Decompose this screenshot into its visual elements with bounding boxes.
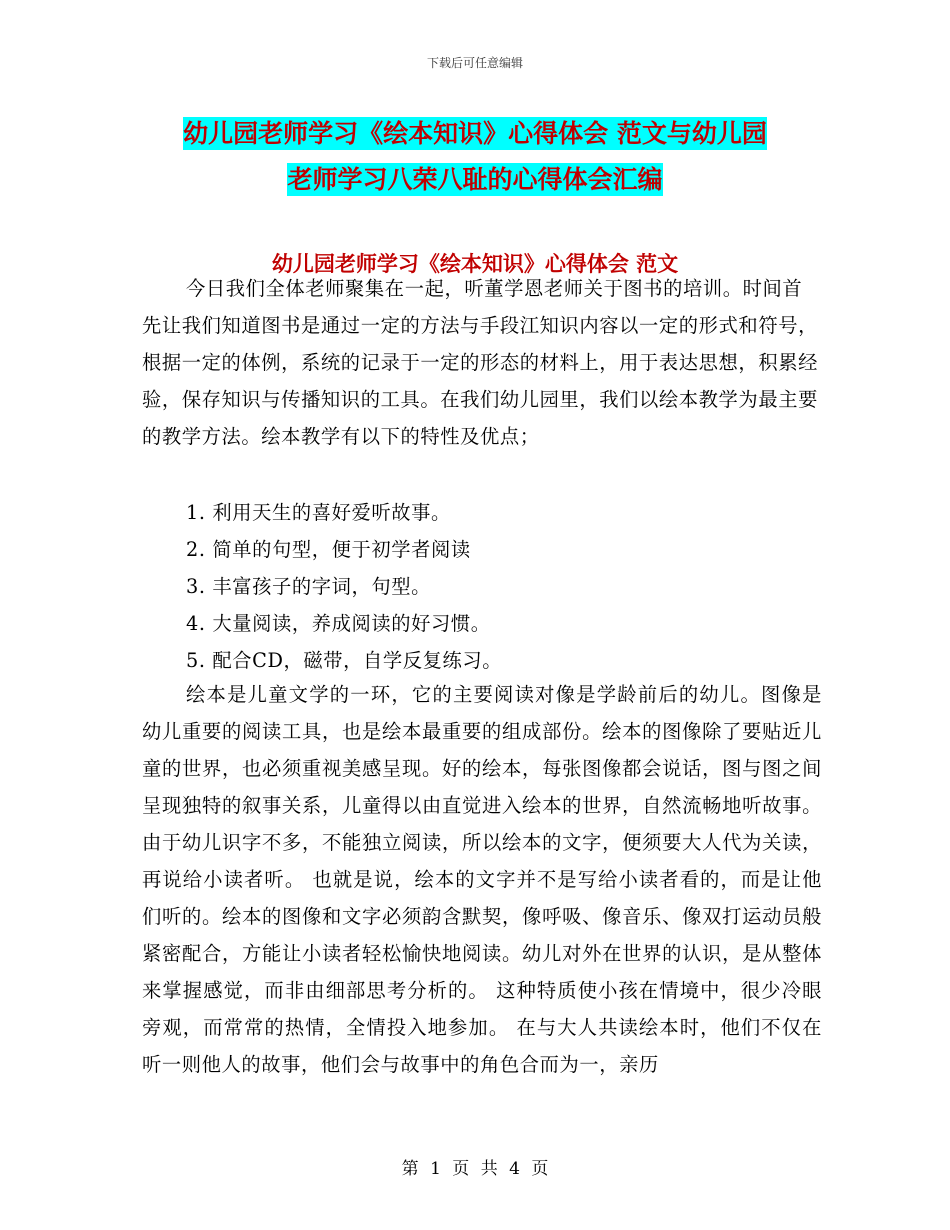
title-highlight-1: 幼儿园老师学习《绘本知识》心得体会 范文与幼儿园: [183, 119, 767, 148]
paragraph-intro: 今日我们全体老师聚集在一起，听董学恩老师关于图书的培训。时间首先让我们知道图书是通过一定的方法与手段江知识内容以一定的形式和符号，根据一定的体例，系统的记录于一定的形态的材料上，用于表达思想，积累经验，保存知识与传播知识的工具。在我们幼儿园里，我们以绘本教学为最主要的教学方法。绘本教学有以下的特性及优点；: [142, 277, 818, 448]
document-title-line-1: [0, 114, 950, 150]
list-item: 1. 利用天生的喜好爱听故事。: [186, 501, 451, 524]
list-item: 3. 丰富孩子的字词，句型。: [186, 575, 432, 598]
list-item: 4. 大量阅读，养成阅读的好习惯。: [186, 612, 491, 635]
document-title-line-2: [0, 160, 950, 196]
feature-list: [142, 494, 822, 679]
paragraph-picture-books: 绘本是儿童文学的一环，它的主要阅读对像是学龄前后的幼儿。图像是幼儿重要的阅读工具，也是绘本最重要的组成部份。绘本的图像除了要贴近儿童的世界，也必须重视美感呈现。好的绘本，每张图像都会说话，图与图之间呈现独特的叙事关系，儿童得以由直觉进入绘本的世界，自然流畅地听故事。由于幼儿识字不多，不能独立阅读，所以绘本的文字，便须要大人代为关读，再说给小读者听。 也就是说，绘本的文字并不是写给小读者看的，而是让他们听的。绘本的图像和文字必须韵含默契，像呼吸、像音乐、像双打运动员般紧密配合，方能让小读者轻松愉快地阅读。幼儿对外在世界的认识，是从整体来掌握感觉，而非由细部思考分析的。 这种特质使小孩在情境中，很少冷眼旁观，而常常的热情，全情投入地参加。 在与大人共读绘本时，他们不仅在听一则他人的故事，他们会与故事中的角色合而为一，亲历: [142, 683, 822, 1076]
list-item: 5. 配合CD，磁带，自学反复练习。: [186, 649, 503, 672]
list-item: 2. 简单的句型，便于初学者阅读: [186, 538, 471, 561]
section-title: 幼儿园老师学习《绘本知识》心得体会 范文: [271, 252, 679, 276]
header-note: 下载后可任意编辑: [426, 56, 523, 70]
title-highlight-2: 老师学习八荣八耻的心得体会汇编: [287, 165, 663, 194]
page-footer: 第 1 页 共 4 页: [401, 1159, 549, 1179]
